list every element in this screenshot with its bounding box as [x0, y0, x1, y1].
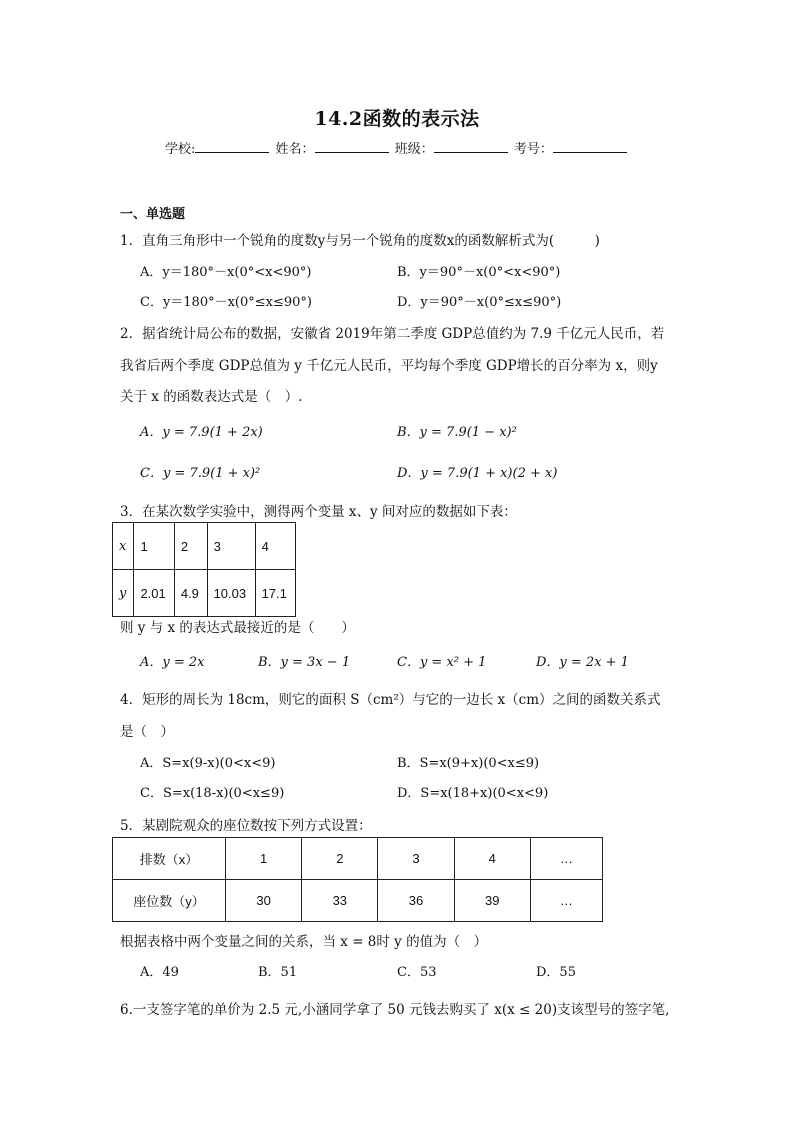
school-label: 学校: [165, 142, 196, 157]
name-blank[interactable] [315, 140, 389, 153]
name-label: 姓名： [275, 142, 315, 157]
question-1-option-d[interactable]: D．y＝90°－x(0°≤x≤90°) [397, 295, 562, 310]
question-5-option-a[interactable]: A．49 [140, 965, 179, 980]
table-cell: … [530, 880, 602, 922]
table-cell: 3 [207, 523, 255, 570]
question-1-option-a[interactable]: A．y＝180°－x(0°<x<90°) [140, 265, 312, 280]
class-label: 班级： [394, 142, 434, 157]
table-cell: 1 [226, 838, 302, 880]
question-5-option-b[interactable]: B．51 [258, 965, 298, 980]
question-3-option-d[interactable]: D．y = 2x + 1 [536, 655, 629, 670]
question-5-option-c[interactable]: C．53 [397, 965, 437, 980]
question-5-table [112, 837, 603, 922]
table-cell: 3 [378, 838, 454, 880]
question-5-question: 根据表格中两个变量之间的关系，当 x = 8时 y 的值为（ ） [120, 934, 488, 950]
section-heading: 一、单选题 [120, 207, 186, 222]
question-5-stem: 5．某剧院观众的座位数按下列方式设置： [120, 818, 372, 834]
table-cell: 4 [255, 523, 295, 570]
table-row [113, 523, 296, 570]
question-1-option-b[interactable]: B．y＝90°－x(0°<x<90°) [397, 265, 561, 280]
table-row [113, 838, 603, 880]
question-4-option-a[interactable]: A．S=x(9-x)(0<x<9) [140, 756, 276, 771]
number-label: 考号： [513, 142, 553, 157]
question-1-option-c[interactable]: C．y＝180°－x(0°≤x≤90°) [140, 295, 313, 310]
table-cell: x [113, 523, 134, 570]
question-4-line-1: 4．矩形的周长为 18cm，则它的面积 S（cm²）与它的一边长 x（cm）之间的函数关系式 [120, 692, 661, 708]
question-4-line-2: 是（ ） [120, 724, 174, 740]
table-cell: y [113, 570, 134, 617]
table-cell: 1 [134, 523, 174, 570]
question-4-option-b[interactable]: B．S=x(9+x)(0<x≤9) [397, 756, 540, 771]
table-cell: 2 [174, 523, 207, 570]
question-3-option-c[interactable]: C．y = x² + 1 [397, 655, 487, 670]
question-2-option-a[interactable]: A．y = 7.9(1 + 2x) [140, 425, 263, 440]
table-row [113, 880, 603, 922]
question-6-line-1: 6.一支签字笔的单价为 2.5 元,小涵同学拿了 50 元钱去购买了 x(x ≤ 20)支该型号的签字笔, [120, 1002, 670, 1018]
table-cell: 排数（x） [113, 838, 226, 880]
table-cell: 36 [378, 880, 454, 922]
question-3-option-b[interactable]: B．y = 3x − 1 [258, 655, 351, 670]
table-cell: 4.9 [174, 570, 207, 617]
table-cell: 4 [454, 838, 530, 880]
question-3-option-a[interactable]: A．y = 2x [140, 655, 205, 670]
question-5-option-d[interactable]: D．55 [536, 965, 576, 980]
table-row [113, 570, 296, 617]
table-cell: 33 [302, 880, 378, 922]
question-2-line-1: 2．据省统计局公布的数据，安徽省 2019年第二季度 GDP总值约为 7.9 千亿元人民币，若 [120, 326, 665, 342]
question-2-option-b[interactable]: B．y = 7.9(1 − x)² [397, 425, 517, 440]
table-cell: 30 [226, 880, 302, 922]
question-1-stem: 1．直角三角形中一个锐角的度数y与另一个锐角的度数x的函数解析式为( ) [120, 233, 600, 249]
student-info-line [165, 138, 629, 157]
question-4-option-d[interactable]: D．S=x(18+x)(0<x<9) [397, 786, 549, 801]
table-cell: 39 [454, 880, 530, 922]
page-title: 14.2函数的表示法 [314, 108, 480, 130]
table-cell: 2.01 [134, 570, 174, 617]
question-4-option-c[interactable]: C．S=x(18-x)(0<x≤9) [140, 786, 285, 801]
question-3-question: 则 y 与 x 的表达式最接近的是（ ） [120, 620, 355, 636]
question-3-stem: 3．在某次数学实验中，测得两个变量 x、y 间对应的数据如下表： [120, 504, 517, 520]
class-blank[interactable] [434, 140, 508, 153]
question-2-option-c[interactable]: C．y = 7.9(1 + x)² [140, 466, 261, 481]
number-blank[interactable] [553, 140, 627, 153]
table-cell: 座位数（y） [113, 880, 226, 922]
question-2-line-3: 关于 x 的函数表达式是（ ）. [120, 389, 303, 405]
question-3-table [112, 522, 296, 617]
question-2-line-2: 我省后两个季度 GDP总值为 y 千亿元人民币，平均每个季度 GDP增长的百分率为 x，则y [120, 358, 658, 374]
question-2-option-d[interactable]: D．y = 7.9(1 + x)(2 + x) [397, 466, 558, 481]
table-cell: 2 [302, 838, 378, 880]
school-blank[interactable] [195, 140, 269, 153]
table-cell: … [530, 838, 602, 880]
table-cell: 17.1 [255, 570, 295, 617]
table-cell: 10.03 [207, 570, 255, 617]
